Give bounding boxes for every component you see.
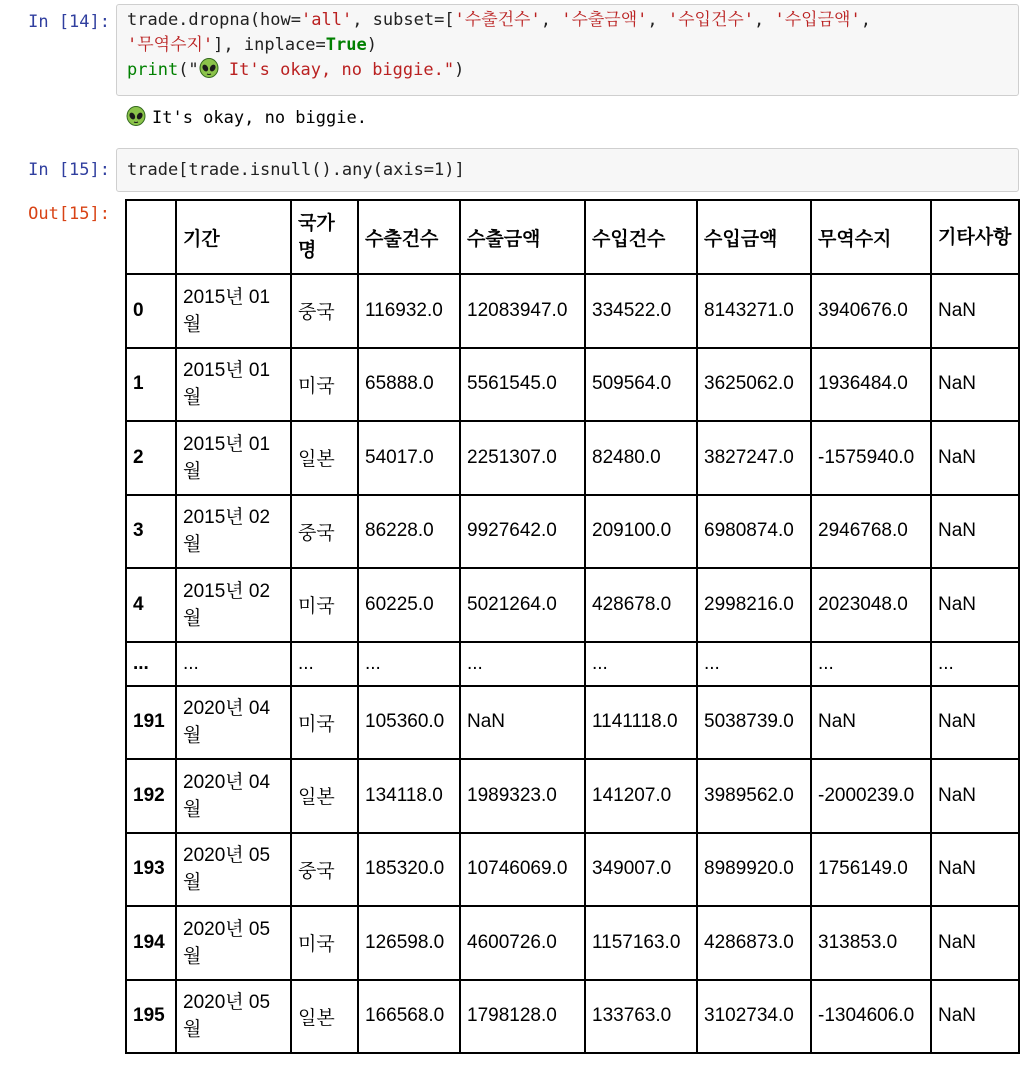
table-cell: 2020년 05월 xyxy=(176,833,291,907)
code-text: , xyxy=(754,10,775,30)
table-cell: 3989562.0 xyxy=(697,759,811,833)
code-text: (" xyxy=(178,60,199,80)
table-cell: 2015년 02월 xyxy=(176,495,291,569)
table-cell: 133763.0 xyxy=(585,980,697,1054)
code-string: '수입건수' xyxy=(667,10,755,30)
code-string: It's okay, no biggie." xyxy=(218,60,455,80)
code-text: , subset=[ xyxy=(352,10,455,30)
table-cell: 3827247.0 xyxy=(697,421,811,495)
table-cell: 4600726.0 xyxy=(460,906,585,980)
table-cell: 116932.0 xyxy=(358,274,460,348)
code-text: ) xyxy=(454,60,465,80)
code-builtin: print xyxy=(127,60,179,80)
column-header-index xyxy=(126,200,176,274)
table-row xyxy=(126,274,1019,348)
dataframe-table xyxy=(125,199,1020,1054)
cell-14-output xyxy=(126,106,367,130)
table-cell: 1141118.0 xyxy=(585,686,697,760)
row-index: 193 xyxy=(126,833,176,907)
table-cell: 미국 xyxy=(291,686,358,760)
table-cell: 미국 xyxy=(291,568,358,642)
table-cell: 3102734.0 xyxy=(697,980,811,1054)
table-cell: ... xyxy=(176,642,291,686)
table-cell: 5021264.0 xyxy=(460,568,585,642)
table-cell: 166568.0 xyxy=(358,980,460,1054)
table-cell: 54017.0 xyxy=(358,421,460,495)
row-index: 195 xyxy=(126,980,176,1054)
table-cell: 일본 xyxy=(291,421,358,495)
table-cell: 334522.0 xyxy=(585,274,697,348)
table-cell: ... xyxy=(931,642,1019,686)
table-row xyxy=(126,495,1019,569)
code-text: , xyxy=(540,10,562,30)
table-cell: 2023048.0 xyxy=(811,568,931,642)
table-cell: 2020년 05월 xyxy=(176,906,291,980)
code-keyword: True xyxy=(325,35,367,55)
table-cell: -2000239.0 xyxy=(811,759,931,833)
table-cell: NaN xyxy=(931,759,1019,833)
table-row xyxy=(126,833,1019,907)
alien-emoji-icon xyxy=(199,58,219,78)
column-header: 수입건수 xyxy=(585,200,697,274)
code-text: trade.dropna(how= xyxy=(127,10,301,30)
column-header: 국가명 xyxy=(291,200,358,274)
table-cell: 중국 xyxy=(291,495,358,569)
table-cell: 209100.0 xyxy=(585,495,697,569)
table-cell: 9927642.0 xyxy=(460,495,585,569)
table-cell: 1157163.0 xyxy=(585,906,697,980)
table-cell: 10746069.0 xyxy=(460,833,585,907)
table-cell: ... xyxy=(358,642,460,686)
table-cell: ... xyxy=(460,642,585,686)
code-cell-15[interactable] xyxy=(116,148,1019,192)
table-cell: 8143271.0 xyxy=(697,274,811,348)
table-cell: 일본 xyxy=(291,980,358,1054)
table-cell: -1304606.0 xyxy=(811,980,931,1054)
code-text: trade[trade.isnull().any(axis=1)] xyxy=(127,160,465,180)
table-row xyxy=(126,906,1019,980)
table-row xyxy=(126,686,1019,760)
table-cell: 미국 xyxy=(291,906,358,980)
table-row xyxy=(126,759,1019,833)
table-cell: 65888.0 xyxy=(358,348,460,422)
table-cell: 509564.0 xyxy=(585,348,697,422)
code-string: '무역수지' xyxy=(127,35,214,55)
code-string: 'all' xyxy=(301,10,353,30)
table-row xyxy=(126,642,1019,686)
row-index: 191 xyxy=(126,686,176,760)
table-cell: 8989920.0 xyxy=(697,833,811,907)
alien-emoji-icon xyxy=(126,106,146,126)
table-cell: 185320.0 xyxy=(358,833,460,907)
table-cell: NaN xyxy=(460,686,585,760)
table-cell: NaN xyxy=(931,274,1019,348)
table-cell: 82480.0 xyxy=(585,421,697,495)
table-cell: 일본 xyxy=(291,759,358,833)
table-cell: 134118.0 xyxy=(358,759,460,833)
table-cell: 2015년 02월 xyxy=(176,568,291,642)
table-cell: 2015년 01월 xyxy=(176,274,291,348)
table-cell: 5561545.0 xyxy=(460,348,585,422)
table-cell: 5038739.0 xyxy=(697,686,811,760)
table-cell: NaN xyxy=(931,906,1019,980)
table-cell: 12083947.0 xyxy=(460,274,585,348)
table-cell: 미국 xyxy=(291,348,358,422)
column-header: 수입금액 xyxy=(697,200,811,274)
row-index: 0 xyxy=(126,274,176,348)
table-cell: 2020년 04월 xyxy=(176,759,291,833)
table-cell: NaN xyxy=(931,980,1019,1054)
table-cell: NaN xyxy=(931,686,1019,760)
table-cell: 313853.0 xyxy=(811,906,931,980)
table-cell: NaN xyxy=(931,421,1019,495)
column-header: 기타사항 xyxy=(931,200,1019,274)
table-cell: 141207.0 xyxy=(585,759,697,833)
table-cell: 2020년 05월 xyxy=(176,980,291,1054)
table-row xyxy=(126,568,1019,642)
table-cell: ... xyxy=(291,642,358,686)
column-header: 수출금액 xyxy=(460,200,585,274)
table-cell: 2015년 01월 xyxy=(176,348,291,422)
code-text: ) xyxy=(366,35,377,55)
table-cell: 4286873.0 xyxy=(697,906,811,980)
row-index: ... xyxy=(126,642,176,686)
output-prompt-15: Out[15]: xyxy=(28,204,110,224)
table-cell: NaN xyxy=(931,495,1019,569)
table-cell: 1756149.0 xyxy=(811,833,931,907)
table-cell: ... xyxy=(811,642,931,686)
table-cell: 6980874.0 xyxy=(697,495,811,569)
column-header: 무역수지 xyxy=(811,200,931,274)
table-cell: 2998216.0 xyxy=(697,568,811,642)
code-text: , xyxy=(860,10,871,30)
table-cell: 86228.0 xyxy=(358,495,460,569)
table-cell: ... xyxy=(697,642,811,686)
table-cell: 중국 xyxy=(291,833,358,907)
column-header: 수출건수 xyxy=(358,200,460,274)
table-body xyxy=(126,274,1019,1053)
table-cell: NaN xyxy=(931,568,1019,642)
table-cell: 60225.0 xyxy=(358,568,460,642)
code-string: '수입금액' xyxy=(774,10,861,30)
table-cell: ... xyxy=(585,642,697,686)
table-cell: 1936484.0 xyxy=(811,348,931,422)
table-cell: 105360.0 xyxy=(358,686,460,760)
table-row xyxy=(126,421,1019,495)
table-header-row xyxy=(126,200,1019,274)
table-cell: NaN xyxy=(811,686,931,760)
table-cell: 2020년 04월 xyxy=(176,686,291,760)
output-text: It's okay, no biggie. xyxy=(152,108,367,128)
code-text: , xyxy=(647,10,668,30)
row-index: 4 xyxy=(126,568,176,642)
row-index: 2 xyxy=(126,421,176,495)
code-string: '수출건수' xyxy=(454,10,541,30)
table-cell: 1989323.0 xyxy=(460,759,585,833)
table-cell: 1798128.0 xyxy=(460,980,585,1054)
table-cell: 2015년 01월 xyxy=(176,421,291,495)
input-prompt-15: In [15]: xyxy=(28,160,110,180)
table-cell: -1575940.0 xyxy=(811,421,931,495)
row-index: 1 xyxy=(126,348,176,422)
table-cell: 2251307.0 xyxy=(460,421,585,495)
table-cell: 3625062.0 xyxy=(697,348,811,422)
table-cell: NaN xyxy=(931,833,1019,907)
row-index: 3 xyxy=(126,495,176,569)
code-text: ], inplace= xyxy=(213,35,326,55)
code-cell-14[interactable] xyxy=(116,4,1019,96)
input-prompt-14: In [14]: xyxy=(28,12,110,32)
table-cell: 3940676.0 xyxy=(811,274,931,348)
table-cell: 중국 xyxy=(291,274,358,348)
row-index: 194 xyxy=(126,906,176,980)
table-cell: 2946768.0 xyxy=(811,495,931,569)
table-row xyxy=(126,348,1019,422)
column-header: 기간 xyxy=(176,200,291,274)
table-cell: NaN xyxy=(931,348,1019,422)
table-cell: 428678.0 xyxy=(585,568,697,642)
table-row xyxy=(126,980,1019,1054)
row-index: 192 xyxy=(126,759,176,833)
table-cell: 126598.0 xyxy=(358,906,460,980)
code-string: '수출금액' xyxy=(561,10,648,30)
table-cell: 349007.0 xyxy=(585,833,697,907)
